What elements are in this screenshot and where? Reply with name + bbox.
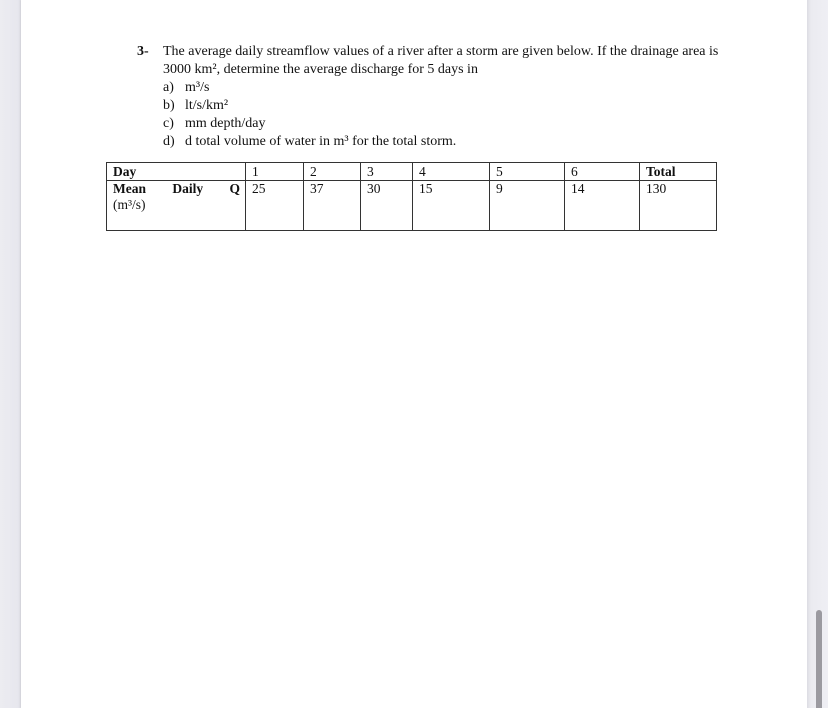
discharge-cell: 15 xyxy=(413,181,490,231)
table-row-day xyxy=(107,163,717,181)
day-header-cell: Day xyxy=(107,163,246,181)
discharge-cell: 25 xyxy=(246,181,304,231)
part-letter: d) xyxy=(163,134,175,149)
question-block xyxy=(137,43,727,151)
question-part-d xyxy=(163,133,727,151)
part-letter: b) xyxy=(163,98,175,113)
part-letter: a) xyxy=(163,80,174,95)
question-parts xyxy=(163,79,727,151)
table-row-discharge xyxy=(107,181,717,231)
label-word: Q xyxy=(229,181,240,196)
discharge-cell: 37 xyxy=(304,181,361,231)
question-number: 3- xyxy=(137,44,149,59)
discharge-header-cell xyxy=(107,181,246,231)
day-cell: 2 xyxy=(304,163,361,181)
day-cell: 5 xyxy=(490,163,565,181)
part-text: d total volume of water in m³ for the total storm. xyxy=(185,134,457,149)
discharge-cell: 30 xyxy=(361,181,413,231)
scrollbar-track[interactable] xyxy=(807,0,828,708)
discharge-cell: 14 xyxy=(565,181,640,231)
total-value-cell: 130 xyxy=(640,181,717,231)
day-cell: 1 xyxy=(246,163,304,181)
question-part-c xyxy=(163,115,727,133)
part-letter: c) xyxy=(163,116,174,131)
question-intro: The average daily streamflow values of a river after a storm are given below. If the drainage area is 3000 km², determine the average discharge for 5 days in xyxy=(163,44,719,77)
streamflow-table xyxy=(106,162,717,231)
mean-daily-q-label xyxy=(113,181,245,197)
part-text: lt/s/km² xyxy=(185,98,229,113)
label-word: Daily xyxy=(172,181,204,196)
question-part-a xyxy=(163,79,727,97)
day-cell: 4 xyxy=(413,163,490,181)
unit-label: (m³/s) xyxy=(113,197,146,212)
question-part-b xyxy=(163,97,727,115)
day-cell: 3 xyxy=(361,163,413,181)
part-text: mm depth/day xyxy=(185,116,266,131)
scrollbar-thumb[interactable] xyxy=(816,610,822,708)
day-cell: 6 xyxy=(565,163,640,181)
discharge-cell: 9 xyxy=(490,181,565,231)
total-header-cell: Total xyxy=(640,163,717,181)
part-text: m³/s xyxy=(185,80,210,95)
label-word: Mean xyxy=(113,181,146,196)
